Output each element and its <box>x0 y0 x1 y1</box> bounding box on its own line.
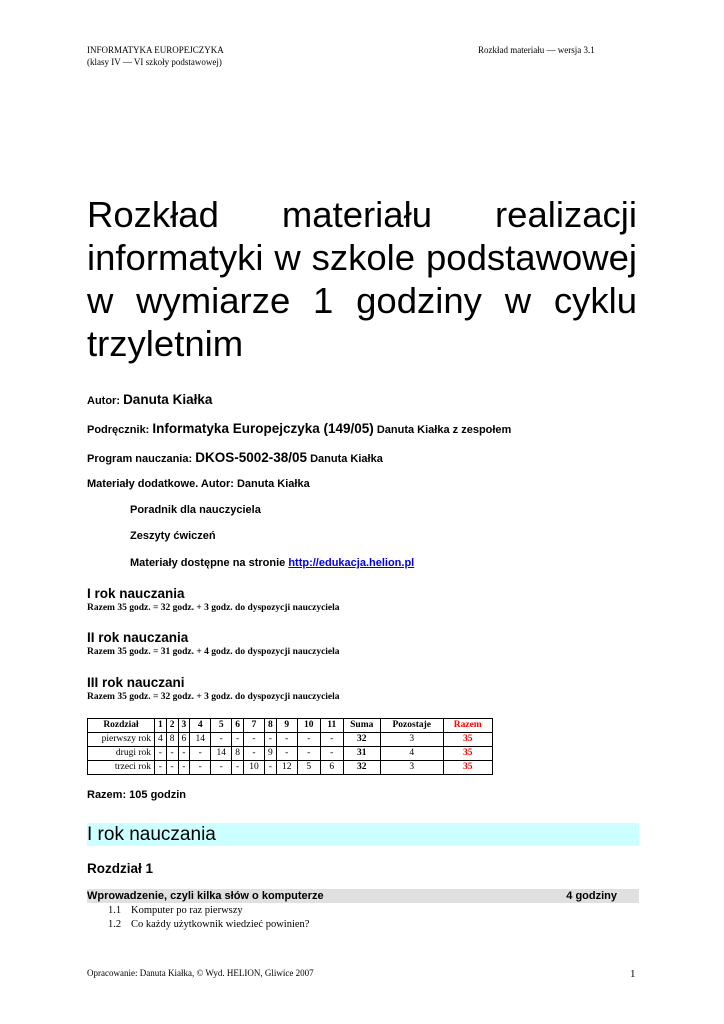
col-header-sum: Suma <box>343 719 380 733</box>
table-cell: - <box>265 761 277 775</box>
table-cell: - <box>232 761 244 775</box>
year-1-heading: I rok nauczania <box>87 586 185 601</box>
textbook-authors: Danuta Kiałka z zespołem <box>376 424 512 436</box>
table-cell: - <box>232 733 244 747</box>
table-cell: - <box>190 747 211 761</box>
col-header-1: 1 <box>155 719 167 733</box>
page-number: 1 <box>630 968 636 980</box>
row-label: pierwszy rok <box>88 733 155 747</box>
program-label: Program nauczania: <box>87 453 193 465</box>
year-2-summary: Razem 35 godz. = 31 godz. + 4 godz. do dyspozycji nauczyciela <box>87 647 340 657</box>
chapter-heading: Rozdział 1 <box>87 861 154 876</box>
col-header-4: 4 <box>190 719 211 733</box>
textbook-line <box>87 421 511 436</box>
table-cell: - <box>211 761 232 775</box>
sum-cell: 32 <box>343 761 380 775</box>
table-cell: 6 <box>320 761 343 775</box>
table-cell: - <box>297 733 320 747</box>
author-value: Danuta Kiałka <box>123 392 213 407</box>
table-cell: - <box>166 761 178 775</box>
textbook-label: Podręcznik: <box>87 424 150 436</box>
table-cell: 12 <box>276 761 297 775</box>
remaining-cell: 4 <box>380 747 443 761</box>
extras-label: Materiały dodatkowe. Autor: Danuta Kiałka <box>87 478 310 490</box>
col-header-chapter: Rozdział <box>88 719 155 733</box>
remaining-cell: 3 <box>380 733 443 747</box>
helion-link[interactable]: http://edukacja.helion.pl <box>288 557 415 569</box>
extras-item-workbooks: Zeszyty ćwiczeń <box>130 530 216 542</box>
col-header-remaining: Pozostaje <box>380 719 443 733</box>
author-label: Autor: <box>87 395 120 407</box>
author-line <box>87 392 212 407</box>
table-cell: - <box>178 761 190 775</box>
table-cell: 5 <box>297 761 320 775</box>
table-cell: 10 <box>244 761 265 775</box>
topic-hours: 4 godziny <box>566 890 617 902</box>
year-3-summary: Razem 35 godz. = 32 godz. + 3 godz. do dyspozycji nauczyciela <box>87 692 340 702</box>
item-text: Co każdy użytkownik wiedzieć powinien? <box>131 919 310 930</box>
online-label: Materiały dostępne na stronie <box>130 557 286 569</box>
table-row <box>88 761 493 775</box>
table-cell: 9 <box>265 747 277 761</box>
table-cell: - <box>155 747 167 761</box>
sum-cell: 31 <box>343 747 380 761</box>
table-row <box>88 747 493 761</box>
col-header-2: 2 <box>166 719 178 733</box>
row-label: drugi rok <box>88 747 155 761</box>
total-cell: 35 <box>443 761 492 775</box>
total-cell: 35 <box>443 733 492 747</box>
header-course-name: INFORMATYKA EUROPEJCZYKA <box>87 45 224 55</box>
topic-title: Wprowadzenie, czyli kilka słów o komputerze <box>87 890 324 902</box>
table-cell: - <box>178 747 190 761</box>
table-cell: - <box>265 733 277 747</box>
total-cell: 35 <box>443 747 492 761</box>
page-footer: Opracowanie: Danuta Kiałka, © Wyd. HELION, Gliwice 2007 <box>87 968 314 978</box>
document-title: Rozkład materiału realizacji informatyki w szkole podstawowej w wymiarze 1 godziny w cyklu trzyletnim <box>87 194 637 364</box>
col-header-6: 6 <box>232 719 244 733</box>
table-cell: - <box>320 747 343 761</box>
table-cell: 6 <box>178 733 190 747</box>
col-header-9: 9 <box>276 719 297 733</box>
table-cell: 8 <box>166 733 178 747</box>
header-version: Rozkład materiału — wersja 3.1 <box>478 45 595 55</box>
table-cell: - <box>320 733 343 747</box>
col-header-total: Razem <box>443 719 492 733</box>
item-number: 1.2 <box>108 919 122 930</box>
table-cell: - <box>244 733 265 747</box>
page-header-left <box>87 44 224 68</box>
textbook-value: Informatyka Europejczyka (149/05) <box>152 421 374 436</box>
col-header-7: 7 <box>244 719 265 733</box>
col-header-11: 11 <box>320 719 343 733</box>
program-value: DKOS-5002-38/05 <box>195 450 308 465</box>
header-grade-range: (klasy IV — VI szkoły podstawowej) <box>87 57 222 67</box>
hours-table <box>87 718 493 775</box>
table-cell: 8 <box>232 747 244 761</box>
table-cell: - <box>155 761 167 775</box>
table-cell: - <box>244 747 265 761</box>
table-cell: - <box>211 733 232 747</box>
item-text: Komputer po raz pierwszy <box>131 905 243 916</box>
table-cell: - <box>276 747 297 761</box>
year-2-heading: II rok nauczania <box>87 630 189 645</box>
table-cell: 4 <box>155 733 167 747</box>
online-materials-line <box>130 557 414 569</box>
row-label: trzeci rok <box>88 761 155 775</box>
program-line <box>87 450 383 465</box>
section-heading: I rok nauczania <box>87 823 639 846</box>
col-header-10: 10 <box>297 719 320 733</box>
grand-total: Razem: 105 godzin <box>87 789 187 801</box>
list-item <box>108 919 309 930</box>
year-1-summary: Razem 35 godz. = 32 godz. + 3 godz. do dyspozycji nauczyciela <box>87 603 340 613</box>
table-cell: 14 <box>190 733 211 747</box>
table-cell: 14 <box>211 747 232 761</box>
program-author: Danuta Kiałka <box>310 453 383 465</box>
sum-cell: 32 <box>343 733 380 747</box>
extras-item-teacher-guide: Poradnik dla nauczyciela <box>130 504 261 516</box>
table-cell: - <box>297 747 320 761</box>
table-header-row <box>88 719 493 733</box>
list-item <box>108 905 243 916</box>
table-row <box>88 733 493 747</box>
topic-row <box>87 889 639 903</box>
col-header-3: 3 <box>178 719 190 733</box>
remaining-cell: 3 <box>380 761 443 775</box>
col-header-8: 8 <box>265 719 277 733</box>
table-cell: - <box>166 747 178 761</box>
item-number: 1.1 <box>108 905 122 916</box>
table-cell: - <box>276 733 297 747</box>
year-3-heading: III rok nauczani <box>87 675 185 690</box>
table-cell: - <box>190 761 211 775</box>
col-header-5: 5 <box>211 719 232 733</box>
